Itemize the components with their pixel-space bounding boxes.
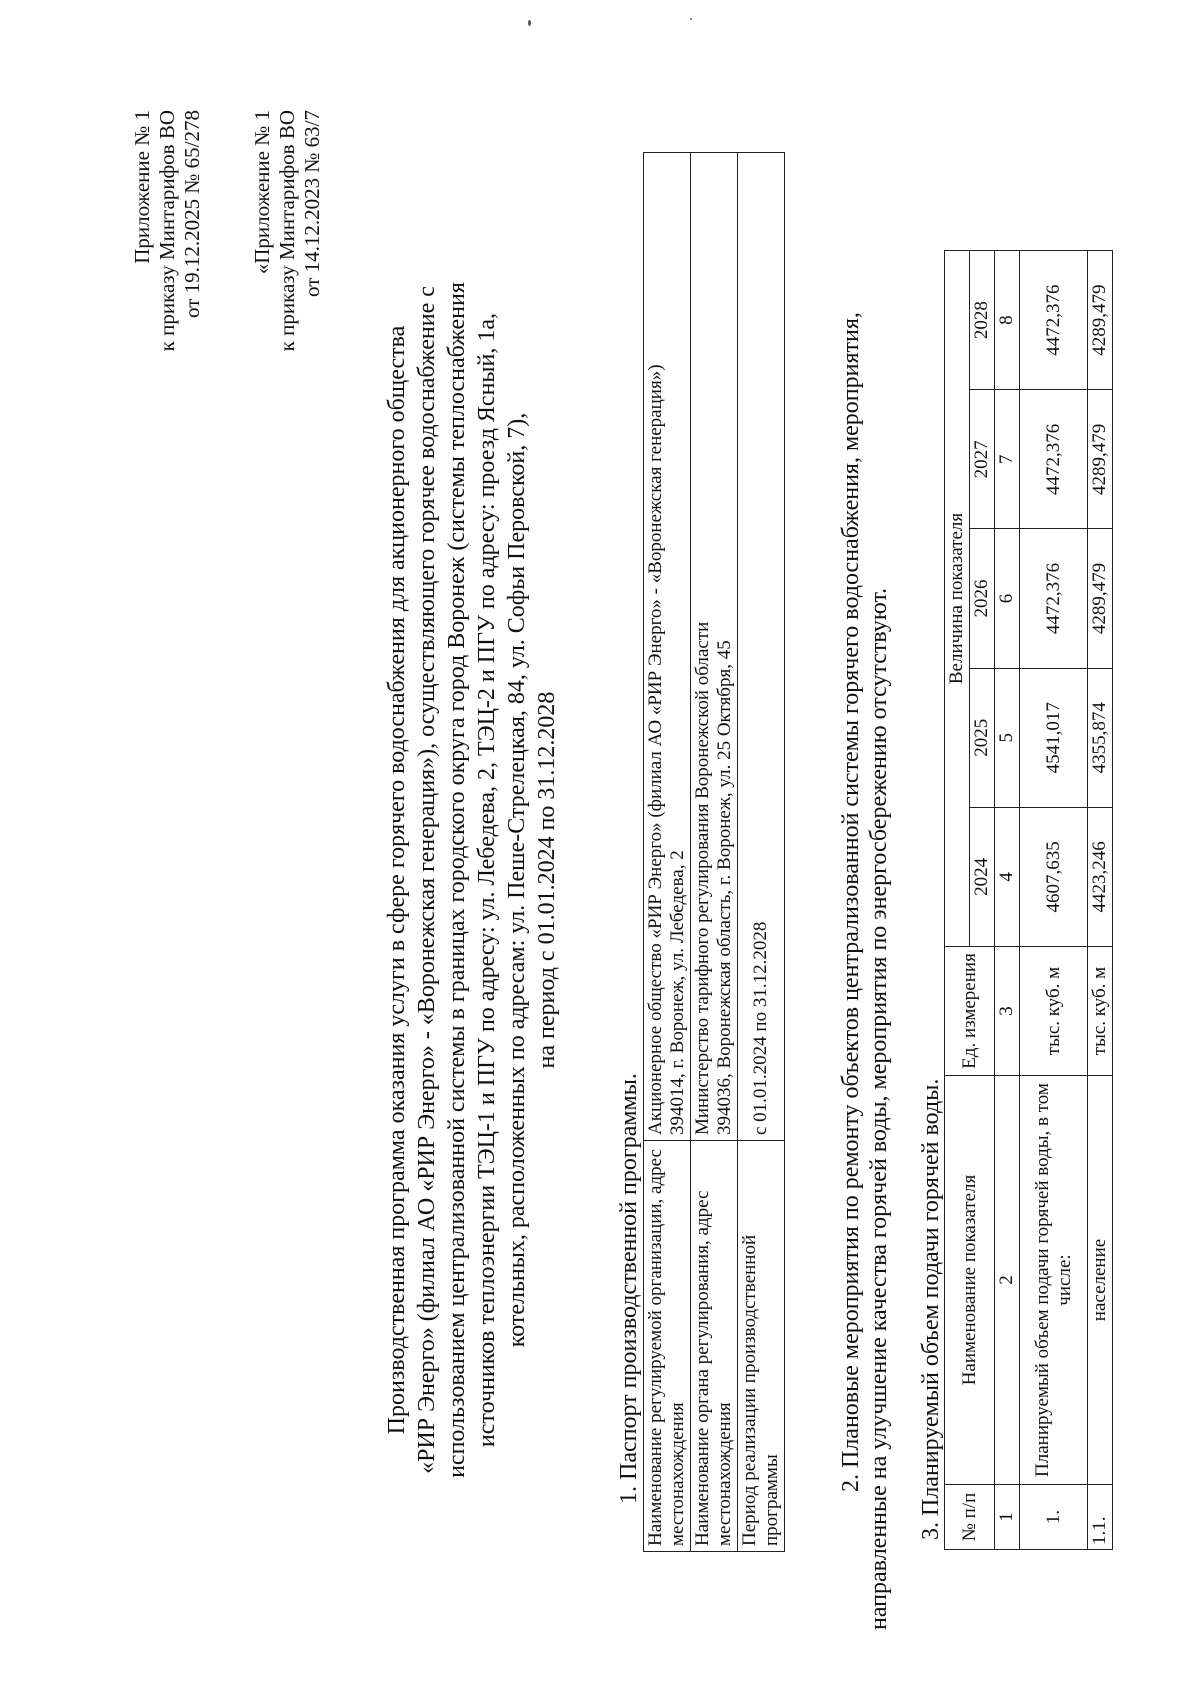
table-row <box>738 153 785 1552</box>
title-line: источников теплоэнергии ТЭЦ-1 и ПГУ по адресу: ул. Лебедева, 2, ТЭЦ-2 и ПГУ по адресу: проезд Ясный, 1а, <box>474 312 500 1448</box>
section1-heading: 1. Паспорт производственной программы. <box>616 1073 642 1504</box>
column-index: 1 <box>995 1485 1020 1550</box>
row-value: 4541,017 <box>1020 668 1088 807</box>
row-value: 4472,376 <box>1020 251 1088 390</box>
col-unit-header: Ед. измерения <box>945 947 995 1076</box>
row-num: 1. <box>1020 1485 1088 1550</box>
passport-value-line: с 01.01.2024 по 31.12.2028 <box>750 921 771 1135</box>
document-page <box>60 100 1140 1660</box>
passport-value-line: 394036, Воронежская область, г. Воронеж, ул. 25 Октября, 45 <box>714 640 735 1135</box>
passport-value-line: Акционерное общество «РИР Энерго» (филиал АО «РИР Энерго» - «Воронежская генерация») <box>645 364 666 1135</box>
title-line: Производственная программа оказания услуги в сфере горячего водоснабжения для акционерного общества <box>384 325 410 1435</box>
row-name: Планируемый объем подачи горячей воды, в том числе: <box>1020 1076 1088 1485</box>
passport-value-line: Министерство тарифного регулирования Воронежской области <box>692 621 713 1135</box>
column-index: 7 <box>995 390 1020 529</box>
col-name-header: Наименование показателя <box>945 1076 995 1485</box>
appendix-line: к приказу Минтарифов ВО <box>155 110 179 352</box>
row-value: 4472,376 <box>1020 390 1088 529</box>
row-num: 1.1. <box>1088 1485 1113 1550</box>
passport-value-line: 394014, г. Воронеж, ул. Лебедева, 2 <box>667 850 688 1135</box>
column-index-row <box>995 251 1020 1550</box>
table-row <box>1088 251 1113 1550</box>
row-value: 4472,376 <box>1020 529 1088 668</box>
appendix-line: от 14.12.2023 № 63/7 <box>300 110 324 298</box>
row-value: 4289,479 <box>1088 529 1113 668</box>
passport-label: Наименование органа регулирования, адрес местонахождения <box>691 1141 738 1552</box>
passport-label: Наименование регулируемой организации, адрес местонахождения <box>644 1141 691 1552</box>
year-header: 2024 <box>970 807 995 946</box>
water-volume-table <box>944 250 1113 1550</box>
passport-label: Период реализации производственной программы <box>738 1141 785 1552</box>
row-unit: тыс. куб. м <box>1020 947 1088 1076</box>
year-header: 2027 <box>970 390 995 529</box>
row-name: население <box>1088 1076 1113 1485</box>
section2-line: 2. Плановые мероприятия по ремонту объектов централизованной системы горячего водоснабжения, мероприятия, <box>838 312 864 1492</box>
table-row <box>691 153 738 1552</box>
title-line: использованием централизованной системы в границах городского округа город Воронеж (системы теплоснабжения <box>444 282 470 1478</box>
section2-line: направленные на улучшение качества горячей воды, мероприятия по энергосбережению отсутствуют. <box>866 587 892 1630</box>
row-value: 4355,874 <box>1088 668 1113 807</box>
row-value: 4423,246 <box>1088 807 1113 946</box>
passport-value <box>738 153 785 1141</box>
passport-value <box>644 153 691 1141</box>
column-index: 3 <box>995 947 1020 1076</box>
appendix-line: от 19.12.2025 № 65/278 <box>180 110 204 319</box>
table-row <box>644 153 691 1552</box>
row-value: 4289,479 <box>1088 390 1113 529</box>
row-value: 4289,479 <box>1088 251 1113 390</box>
column-index: 2 <box>995 1076 1020 1485</box>
section2-text <box>837 130 893 1630</box>
passport-value <box>691 153 738 1141</box>
appendix-line: к приказу Минтарифов ВО <box>275 110 299 352</box>
col-num-header: № п/п <box>945 1485 995 1550</box>
title-line: котельных, расположенных по адресам: ул. Пеше-Стрелецкая, 84, ул. Софьи Перовской, 7), <box>504 412 530 1348</box>
column-index: 8 <box>995 251 1020 390</box>
column-index: 4 <box>995 807 1020 946</box>
title-line: «РИР Энерго» (филиал АО «РИР Энерго» - «Воронежская генерация»), осуществляющего горячее водоснабжение с <box>414 286 440 1474</box>
year-header: 2025 <box>970 668 995 807</box>
title-line: на период с 01.01.2024 по 31.12.2028 <box>534 691 560 1069</box>
column-index: 5 <box>995 668 1020 807</box>
column-index: 6 <box>995 529 1020 668</box>
passport-table <box>643 152 785 1552</box>
scan-speck <box>690 18 692 20</box>
table-header-row <box>945 251 970 1550</box>
row-value: 4607,635 <box>1020 807 1088 946</box>
col-values-header: Величина показателя <box>945 251 970 947</box>
appendix-prior <box>250 110 325 351</box>
section3-heading: 3. Планируемый объем подачи горячей воды. <box>918 1078 944 1540</box>
scan-speck <box>528 20 531 26</box>
table-row <box>1020 251 1088 1550</box>
row-unit: тыс. куб. м <box>1088 947 1113 1076</box>
year-header: 2026 <box>970 529 995 668</box>
appendix-line: Приложение № 1 <box>130 110 154 264</box>
appendix-line: «Приложение № 1 <box>250 110 274 275</box>
appendix-current <box>130 110 205 351</box>
document-title <box>382 100 562 1660</box>
year-header: 2028 <box>970 251 995 390</box>
